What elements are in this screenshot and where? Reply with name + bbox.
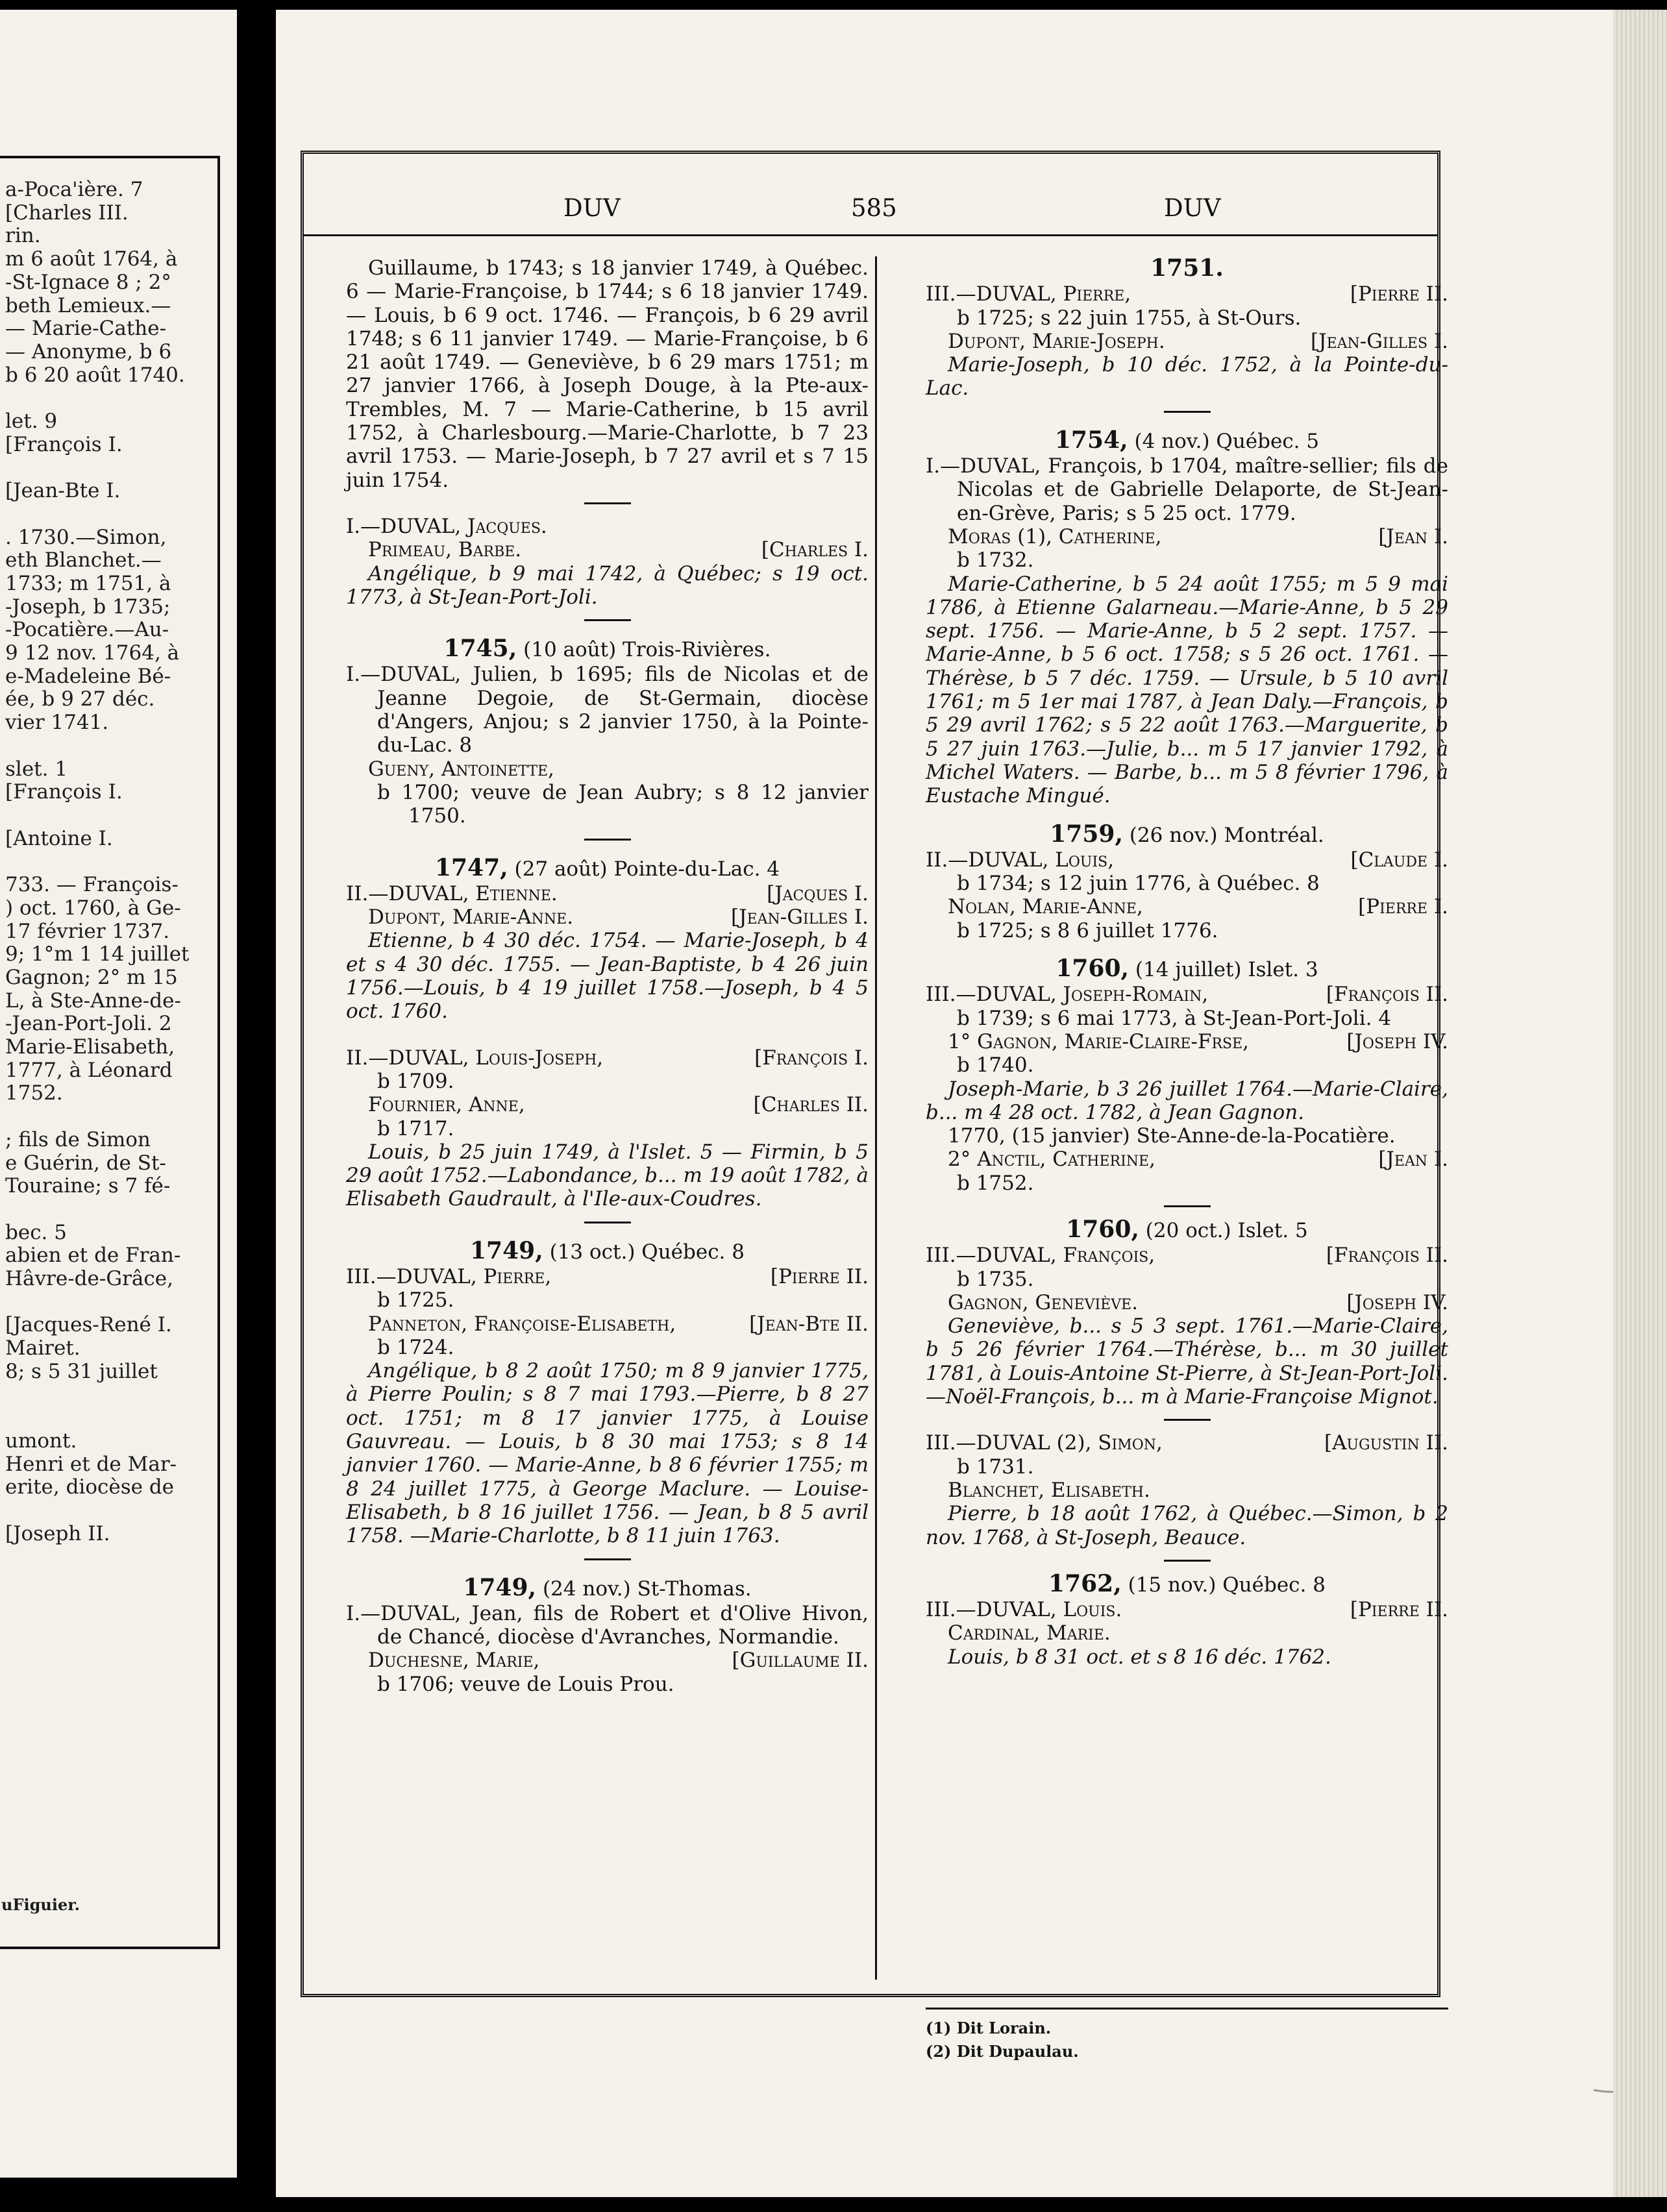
marriage-date-heading	[346, 637, 869, 661]
book-page-edges	[1613, 10, 1667, 2197]
entry-head-line	[926, 983, 1448, 1006]
second-marriage-line: 1770, (15 janvier) Ste-Anne-de-la-Pocatière.	[948, 1124, 1396, 1148]
column-divider	[875, 256, 877, 1980]
left-page-line	[5, 1407, 226, 1430]
footnote-1: (1) Dit Lorain.	[926, 2019, 1052, 2037]
entry-separator	[584, 502, 631, 504]
marriage-date-heading	[926, 957, 1448, 981]
spouse-line	[346, 1649, 869, 1672]
left-page-line: bec. 5	[5, 1221, 67, 1244]
spouse-name: Fournier, Anne,	[368, 1093, 525, 1117]
left-page-line	[5, 804, 226, 828]
header-right-word: DUV	[1164, 194, 1221, 222]
entry-head: III.—DUVAL, Pierre,	[926, 282, 1131, 306]
marriage-date-heading	[926, 822, 1448, 847]
entry-continuation: Guillaume, b 1743; s 18 janvier 1749, à Québec. 6 — Marie-Françoise, b 1744; s 6 18 janvier 1749. — Louis, b 6 9 oct. 1746. — François, b 6 29 avril 1748; s 6 11 janvier 1749. — Marie-Françoise, b 6 21 août 1749. — Geneviève, b 6 29 mars 1751; m 27 janvier 1766, à Joseph Douge, à la Pte-aux-Trembles, M. 7 — Marie-Catherine, b 15 avril 1752, à Charlesbourg.—Marie-Charlotte, b 7 23 avril 1753. — Marie-Joseph, b 7 27 avril et s 7 15 juin 1754.	[346, 256, 869, 492]
marriage-place: (24 nov.) St-Thomas.	[542, 1577, 752, 1601]
spouse-name: Primeau, Barbe.	[368, 538, 522, 562]
children-text: Louis, b 8 31 oct. et s 8 16 déc. 1762.	[948, 1645, 1331, 1669]
left-column	[346, 256, 869, 1696]
footnote-rule	[926, 2008, 1448, 2009]
left-page-line: Mairet.	[5, 1337, 80, 1360]
parent-ref: [Augustin II.	[1324, 1431, 1448, 1455]
marriage-date-heading	[346, 1236, 869, 1264]
left-page-line: -Jean-Port-Joli. 2	[5, 1013, 172, 1036]
spouse-ref: [Jean I.	[1378, 1148, 1448, 1172]
page-number: 585	[851, 194, 897, 222]
marriage-date-heading	[346, 1573, 869, 1601]
children-text: Angélique, b 8 2 août 1750; m 8 9 janvier 1775, à Pierre Poulin; s 8 7 mai 1793.—Pierre, b 8 27 oct. 1751; m 8 17 janvier 1775, à Louise Gauvreau. — Louis, b 8 30 mai 1753; s 8 14 janvier 1760. — Marie-Anne, b 8 6 février 1755; m 8 24 juillet 1775, à George Maclure. — Louise-Elisabeth, b 8 16 juillet 1756. — Jean, b 8 5 avril 1758. —Marie-Charlotte, b 8 11 juin 1763.	[346, 1359, 869, 1548]
spouse-detail: b 1706; veuve de Louis Prou.	[377, 1672, 674, 1696]
head-birth: b 1731.	[957, 1455, 1034, 1479]
entry-separator	[1164, 1419, 1211, 1421]
children-text: Louis, b 25 juin 1749, à l'Islet. 5 — Firmin, b 5 29 août 1752.—Labondance, b... m 19 août 1782, à Elisabeth Gaudrault, à l'Ile-aux-Coudres.	[346, 1140, 869, 1211]
spouse-line	[926, 525, 1448, 548]
entry-head: II.—DUVAL, Louis-Joseph,	[346, 1046, 604, 1070]
spouse-birth: b 1725; s 8 6 juillet 1776.	[957, 918, 1218, 942]
left-page-line	[5, 735, 226, 758]
spouse-ref: [Jean-Gilles I.	[731, 905, 869, 929]
spouse-line	[926, 1030, 1448, 1053]
children-text: Etienne, b 4 30 déc. 1754. — Marie-Joseph, b 4 et s 4 30 déc. 1755. — Jean-Baptiste, b 4 26 juin 1756.—Louis, b 4 19 juillet 1758.—Joseph, b 4 5 oct. 1760.	[346, 929, 869, 1024]
spouse-ref: [Pierre I.	[1358, 895, 1448, 919]
left-page-line: 9 12 nov. 1764, à	[5, 642, 180, 665]
spouse-line	[346, 905, 869, 929]
left-page-line: [Charles III.	[5, 201, 129, 225]
entry-head: III.—DUVAL, Louis.	[926, 1598, 1122, 1622]
spouse-name: Dupont, Marie-Joseph.	[948, 329, 1165, 353]
marriage-place: (26 nov.) Montréal.	[1129, 823, 1324, 847]
marriage-year: 1760,	[1066, 1215, 1139, 1243]
left-page-line: slet. 1	[5, 757, 68, 781]
children-text: Marie-Joseph, b 10 déc. 1752, à la Pointe-du-Lac.	[926, 353, 1448, 400]
spouse-ref: [Jean-Gilles I.	[1311, 329, 1448, 353]
spouse-birth: b 1752.	[957, 1171, 1034, 1195]
spouse-line	[346, 1312, 869, 1336]
left-page-line: Touraine; s 7 fé-	[5, 1175, 171, 1198]
left-page-line: b 6 20 août 1740.	[5, 363, 185, 387]
head-birth: b 1735.	[957, 1267, 1034, 1291]
book-gutter	[237, 0, 276, 2212]
left-page-line	[5, 456, 226, 480]
header-left-word: DUV	[563, 194, 621, 222]
entry-head-line	[346, 1265, 869, 1288]
children-text: Angélique, b 9 mai 1742, à Québec; s 19 oct. 1773, à St-Jean-Port-Joli.	[346, 561, 869, 609]
entry-separator	[584, 1222, 631, 1223]
left-page-line	[5, 387, 226, 410]
children-text: Joseph-Marie, b 3 26 juillet 1764.—Marie-Claire, b... m 4 28 oct. 1782, à Jean Gagnon.	[926, 1077, 1448, 1124]
spouse-birth: b 1717.	[377, 1116, 454, 1140]
left-page-line	[5, 1384, 226, 1407]
marriage-place: (10 août) Trois-Rivières.	[523, 638, 771, 662]
left-page-line: -St-Ignace 8 ; 2°	[5, 271, 171, 294]
marriage-year: 1751.	[1150, 254, 1224, 282]
entry-head: III.—DUVAL, Joseph-Romain,	[926, 983, 1209, 1007]
left-page-line: e-Madeleine Bé-	[5, 665, 171, 688]
spouse-line	[926, 330, 1448, 353]
left-page-line: L, à Ste-Anne-de-	[5, 989, 181, 1013]
marriage-year: 1762,	[1048, 1569, 1122, 1597]
spouse-name: 2° Anctil, Catherine,	[948, 1148, 1155, 1172]
marriage-date-heading	[926, 256, 1448, 281]
spouse-line	[346, 538, 869, 561]
marriage-place: (14 juillet) Islet. 3	[1135, 958, 1318, 982]
parent-ref: [François I.	[754, 1046, 869, 1070]
spouse-ref: [Charles II.	[753, 1093, 869, 1117]
left-page-text	[5, 178, 226, 1545]
spouse-name: 1° Gagnon, Marie-Claire-Frse,	[948, 1029, 1250, 1053]
left-page-line: [Jacques-René I.	[5, 1314, 172, 1337]
spouse-name: Nolan, Marie-Anne,	[948, 895, 1143, 919]
left-page-line: Henri et de Mar-	[5, 1453, 177, 1476]
left-page-line: ée, b 9 27 déc.	[5, 688, 155, 711]
head-birth: b 1725.	[377, 1288, 454, 1312]
spouse-ref: [Jean I.	[1378, 524, 1448, 548]
children-text: Marie-Catherine, b 5 24 août 1755; m 5 9 mai 1786, à Etienne Galarneau.—Marie-Anne, b 5 29 sept. 1756. — Marie-Anne, b 5 2 sept. 1757. — Marie-Anne, b 5 6 oct. 1758; s 5 26 oct. 1761. — Thérèse, b 5 7 déc. 1759. — Ursule, b 5 10 avril 1761; m 5 1er mai 1787, à Jean Daly.—François, b 5 29 avril 1762; s 5 22 août 1763.—Marguerite, b 5 27 juin 1763.—Julie, b... m 5 17 janvier 1792, à Michel Waters. — Barbe, b... m 5 8 février 1796, à Eustache Mingué.	[926, 572, 1448, 808]
left-page-line: Marie-Elisabeth,	[5, 1036, 175, 1059]
page-frame	[301, 151, 1448, 2061]
left-page-line: [Antoine I.	[5, 827, 113, 850]
spouse-detail: b 1700; veuve de Jean Aubry; s 8 12 janvier 1750.	[377, 780, 869, 828]
children-text: Geneviève, b... s 5 3 sept. 1761.—Marie-Claire, b 5 26 février 1764.—Thérèse, b... m 30 juillet 1781, à Louis-Antoine St-Pierre, à St-Jean-Port-Joli.—Noël-François, b... m à Marie-Françoise Mignot.	[926, 1314, 1448, 1409]
footnotes	[926, 2017, 1448, 2063]
left-page-line	[5, 503, 226, 526]
left-page-line: ) oct. 1760, à Ge-	[5, 896, 181, 920]
entry-head: II.—DUVAL, Louis,	[926, 848, 1115, 872]
spouse-line	[346, 1093, 869, 1116]
entry-separator	[584, 619, 631, 621]
header-rule	[304, 234, 1437, 236]
spouse-name: Gueny, Antoinette,	[368, 757, 554, 781]
spouse-name: Panneton, Françoise-Elisabeth,	[368, 1312, 676, 1336]
left-page-line: . 1730.—Simon,	[5, 526, 167, 549]
parent-ref: [Pierre II.	[1350, 282, 1448, 306]
parent-ref: [François II.	[1326, 1244, 1448, 1268]
marriage-place: (15 nov.) Québec. 8	[1128, 1573, 1326, 1597]
entry-separator	[584, 1558, 631, 1560]
entry-head: III.—DUVAL, Pierre,	[346, 1264, 552, 1288]
entry-head: I.—DUVAL, François, b 1704, maître-sellier; fils de Nicolas et de Gabrielle Delaporte, de St-Jean-en-Grève, Paris; s 5 25 oct. 1779.	[926, 454, 1448, 525]
left-page-line: m 6 août 1764, à	[5, 248, 178, 271]
left-page-line: umont.	[5, 1429, 77, 1453]
left-page-line	[5, 1499, 226, 1523]
spouse-birth: b 1724.	[377, 1335, 454, 1359]
left-page-line: 1777, à Léonard	[5, 1059, 173, 1082]
marriage-year: 1745,	[443, 635, 517, 663]
running-header	[304, 194, 1437, 227]
spouse-birth: b 1732.	[957, 548, 1034, 572]
spouse-ref: [Jean-Bte II.	[749, 1312, 869, 1336]
marriage-place: (4 nov.) Québec. 5	[1134, 429, 1320, 453]
entry-separator	[1164, 1205, 1211, 1207]
marriage-place: (27 août) Pointe-du-Lac. 4	[514, 857, 780, 881]
right-column	[926, 256, 1448, 1669]
marriage-year: 1747,	[434, 854, 508, 881]
left-page-line: [Joseph II.	[5, 1522, 110, 1545]
left-page-line: a-Poca'ière. 7	[5, 178, 143, 201]
spouse-name: Moras (1), Catherine,	[948, 524, 1162, 548]
entry-head-line	[926, 282, 1448, 306]
spouse-name: Blanchet, Elisabeth.	[948, 1478, 1150, 1502]
left-page-line: let. 9	[5, 410, 58, 434]
entry-head-line	[926, 1598, 1448, 1621]
left-page-line: erite, diocèse de	[5, 1476, 175, 1499]
footnote-2: (2) Dit Dupaulau.	[926, 2042, 1079, 2061]
left-page-line: e Guérin, de St-	[5, 1151, 166, 1175]
entry-head: II.—DUVAL, Etienne.	[346, 881, 558, 905]
left-page-line: 17 février 1737.	[5, 920, 170, 943]
left-page-line	[5, 1105, 226, 1129]
marriage-place: (20 oct.) Islet. 5	[1145, 1218, 1308, 1242]
marriage-year: 1759,	[1050, 820, 1123, 848]
left-page-line: 1752.	[5, 1082, 63, 1105]
entry-head: I.—DUVAL, Jacques.	[346, 514, 547, 538]
left-page-line: [Jean-Bte I.	[5, 480, 121, 503]
left-page-line: beth Lemieux.—	[5, 294, 171, 317]
marriage-year: 1754,	[1054, 426, 1128, 454]
spouse-ref: [Joseph IV.	[1346, 1029, 1448, 1053]
left-page-line: -Joseph, b 1735;	[5, 595, 171, 619]
spouse-name: Dupont, Marie-Anne.	[368, 905, 574, 929]
parent-ref: [Jacques I.	[767, 881, 869, 905]
left-page-line: — Marie-Cathe-	[5, 317, 167, 341]
left-page-line: Hâvre-de-Grâce,	[5, 1268, 173, 1291]
marriage-date-heading	[926, 428, 1448, 453]
children-text: Pierre, b 18 août 1762, à Québec.—Simon, b 2 nov. 1768, à St-Joseph, Beauce.	[926, 1502, 1448, 1549]
entry-head-line	[926, 1431, 1448, 1455]
left-page-line: rin.	[5, 225, 41, 248]
spouse-ref: [Guillaume II.	[732, 1649, 869, 1673]
left-page-line: [François I.	[5, 433, 123, 456]
left-page-fragment	[0, 10, 237, 2178]
parent-ref: [Claude I.	[1350, 848, 1448, 872]
entry-head-line	[926, 1244, 1448, 1267]
left-page-line	[5, 1291, 226, 1314]
left-page-line	[5, 850, 226, 874]
entry-head-line	[346, 1046, 869, 1070]
head-birth: b 1709.	[377, 1069, 454, 1093]
head-birth: b 1739; s 6 mai 1773, à St-Jean-Port-Joli. 4	[957, 1006, 1392, 1030]
marriage-place: (13 oct.) Québec. 8	[549, 1240, 745, 1264]
parent-ref: [Pierre II.	[1350, 1598, 1448, 1622]
entry-gap	[584, 1034, 631, 1036]
spouse-line	[926, 1291, 1448, 1314]
marriage-year: 1749,	[470, 1236, 543, 1264]
entry-head: III.—DUVAL, François,	[926, 1244, 1155, 1268]
marriage-year: 1760,	[1056, 955, 1130, 983]
entry-separator	[1164, 1560, 1211, 1562]
spouse-birth: b 1740.	[957, 1053, 1034, 1077]
entry-head: III.—DUVAL (2), Simon,	[926, 1431, 1163, 1455]
left-page-line: 8; s 5 31 juillet	[5, 1360, 158, 1383]
left-page-line	[5, 1198, 226, 1222]
marriage-date-heading	[926, 1569, 1448, 1597]
entry-head: I.—DUVAL, Julien, b 1695; fils de Nicolas et de Jeanne Degoie, de St-Germain, diocèse d'Angers, Anjou; s 2 janvier 1750, à la Pointe-du-Lac. 8	[346, 663, 869, 757]
spouse-name: Duchesne, Marie,	[368, 1649, 540, 1673]
spouse-line	[926, 895, 1448, 918]
spouse-ref: [Charles I.	[761, 538, 869, 562]
left-page-line: 1733; m 1751, à	[5, 572, 171, 595]
left-page-line: — Anonyme, b 6	[5, 340, 172, 363]
marriage-date-heading	[926, 1215, 1448, 1243]
left-page-line: 733. — François-	[5, 874, 179, 897]
entry-head-line	[346, 882, 869, 905]
entry-head-line	[926, 848, 1448, 872]
marriage-date-heading	[346, 856, 869, 881]
entry-head: I.—DUVAL, Jean, fils de Robert et d'Olive Hivon, de Chancé, diocèse d'Avranches, Normandie.	[346, 1601, 869, 1649]
main-page	[276, 10, 1613, 2197]
spouse-name: Cardinal, Marie.	[948, 1621, 1111, 1645]
parent-ref: [Pierre II.	[770, 1264, 869, 1288]
left-page-line: abien et de Fran-	[5, 1244, 181, 1268]
left-page-line: eth Blanchet.—	[5, 549, 162, 572]
left-page-footer: uFiguier.	[1, 1895, 80, 1914]
left-page-line: Gagnon; 2° m 15	[5, 966, 178, 989]
left-page-line: vier 1741.	[5, 711, 109, 735]
left-page-line: -Pocatière.—Au-	[5, 619, 169, 642]
left-page-line: [François I.	[5, 781, 123, 804]
head-birth: b 1734; s 12 juin 1776, à Québec. 8	[957, 872, 1320, 896]
left-page-line: ; fils de Simon	[5, 1128, 151, 1151]
parent-ref: [François II.	[1326, 983, 1448, 1007]
left-page-line: 9; 1°m 1 14 juillet	[5, 943, 190, 966]
marriage-year: 1749,	[463, 1573, 537, 1601]
spouse-name: Gagnon, Geneviève.	[948, 1290, 1139, 1314]
entry-separator	[584, 839, 631, 841]
spouse-line	[926, 1148, 1448, 1171]
entry-separator	[1164, 411, 1211, 413]
spouse-ref: [Joseph IV.	[1346, 1290, 1448, 1314]
head-birth: b 1725; s 22 juin 1755, à St-Ours.	[957, 306, 1302, 330]
